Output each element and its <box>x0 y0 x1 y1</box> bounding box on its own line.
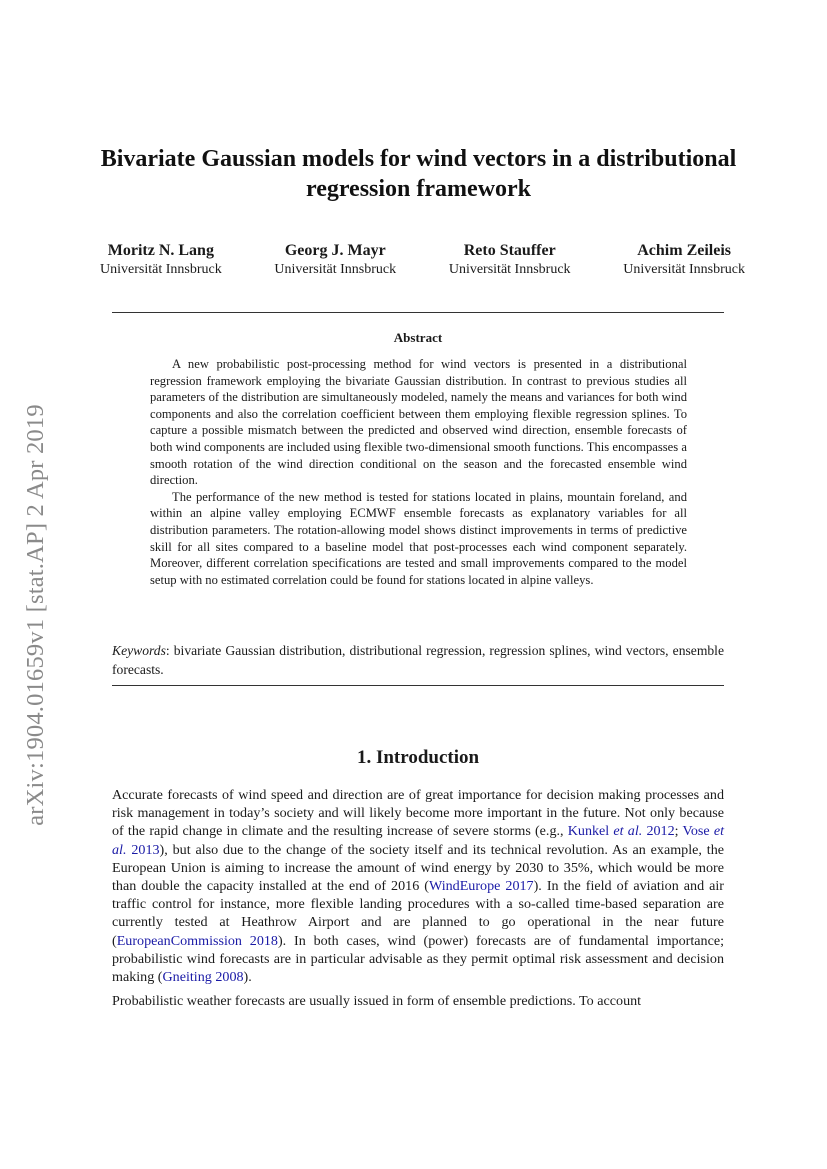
author-name: Achim Zeileis <box>637 242 731 259</box>
author-affiliation: Universität Innsbruck <box>623 262 745 277</box>
abstract-body <box>150 356 687 588</box>
arxiv-sidebar <box>14 370 58 860</box>
author-name: Georg J. Mayr <box>284 242 386 259</box>
author <box>274 241 396 279</box>
author-list <box>100 241 745 279</box>
keywords-text: : bivariate Gaussian distribution, distributional regression, regression splines, wind vectors, ensemble forecasts. <box>112 643 724 677</box>
keywords <box>112 641 724 679</box>
author-name: Moritz N. Lang <box>107 242 214 259</box>
citation-link[interactable]: Gneiting 2008 <box>162 969 244 986</box>
abstract-paragraph: The performance of the new method is tested for stations located in plains, mountain foreland, and within an alpine valley employing ECMWF ensemble forecasts as explanatory variables for all distribution parameters. The rotation-allowing model shows distinct improvements in terms of predictive skill for all sites compared to a baseline model that post-processes each wind component separately. Moreover, different correlation specifications are tested and small improvements compared to the model setup with no estimated correlation could be found for stations located in alpine valleys. <box>150 489 687 587</box>
keywords-label: Keywords <box>112 643 166 658</box>
abstract-top-rule <box>112 312 724 313</box>
body-text: ), but also due to the change of the society itself and its technical revolution. As an example, the European Union is aiming to increase the amount of wind energy by 2030 to 35%, which would be more than double the capacity installed at the end of 2016 ( <box>112 841 724 895</box>
keywords-bottom-rule <box>112 685 724 686</box>
citation-link[interactable]: WindEurope 2017 <box>428 878 534 895</box>
body-text: ). <box>243 969 252 986</box>
body-text: ; <box>674 823 683 840</box>
author-affiliation: Universität Innsbruck <box>100 262 222 277</box>
body-paragraph <box>112 786 724 986</box>
body-text: ). In both cases, wind (power) forecasts are of fundamental importance; probabilistic wind forecasts are in particular advisable as they permit optimal risk assessment and decision making ( <box>112 932 724 986</box>
citation-link[interactable]: EuropeanCommission 2018 <box>116 932 278 949</box>
author <box>449 241 571 279</box>
body-text: ). In the field of aviation and air traffic control for instance, more flexible landing procedures with a so-called time-based separation are currently tested at Heathrow Airport and are planned to go operational in the near future ( <box>112 878 724 949</box>
author <box>100 241 222 279</box>
paper-title: Bivariate Gaussian models for wind vectors in a distributional regression framework <box>100 146 737 202</box>
body-text: Accurate forecasts of wind speed and direction are of great importance for decision making processes and risk management in today’s society and will likely become more important in the future. Not only because of the rapid change in climate and the resulting increase of severe storms (e.g., <box>112 787 724 840</box>
arxiv-identifier: arXiv:1904.01659v1 [stat.AP] 2 Apr 2019 <box>22 404 49 826</box>
introduction-body <box>112 786 724 1016</box>
author-affiliation: Universität Innsbruck <box>448 262 571 277</box>
abstract-paragraph: A new probabilistic post-processing method for wind vectors is presented in a distributional regression framework employing the bivariate Gaussian distribution. In contrast to previous studies all parameters of the distribution are simultaneously modeled, namely the means and variances for both wind components and also the correlation coefficient between them employing flexible regression splines. To capture a possible mismatch between the predicted and observed wind direction, ensemble forecasts of both wind components are included using flexible two-dimensional smooth functions. This encompasses a smooth rotation of the wind direction conditional on the season and the forecasted ensemble wind direction. <box>150 357 687 488</box>
abstract-heading: Abstract <box>393 330 443 345</box>
citation-link[interactable]: Kunkel et al. 2012 <box>567 823 675 840</box>
citation-link[interactable]: Vose et al. 2013 <box>112 823 724 858</box>
author-affiliation: Universität Innsbruck <box>274 262 397 277</box>
author <box>623 241 745 279</box>
section-heading: 1. Introduction <box>356 747 480 768</box>
author-name: Reto Stauffer <box>463 242 556 259</box>
body-paragraph: Probabilistic weather forecasts are usually issued in form of ensemble predictions. To account <box>112 993 642 1010</box>
